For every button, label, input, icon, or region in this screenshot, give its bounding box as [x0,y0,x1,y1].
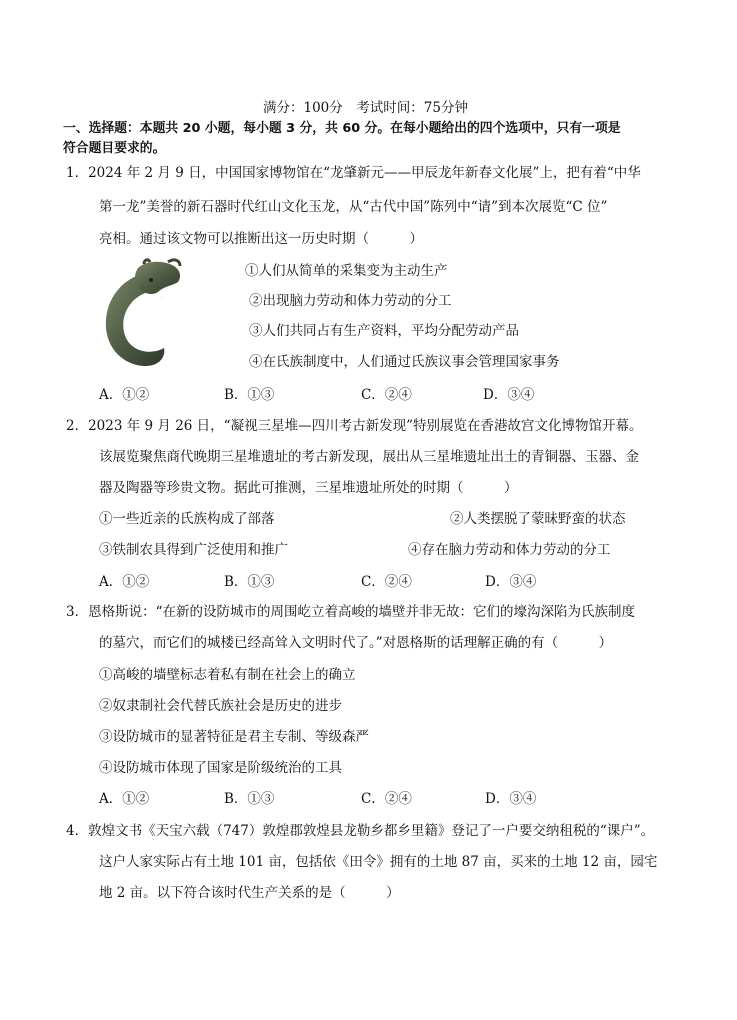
q2-statement-4: ④存在脑力劳动和体力劳动的分工 [408,542,611,558]
q2-stem-line3: 器及陶器等珍贵文物。据此可推测，三星堆遗址所处的时期（ ） [99,480,518,496]
q1-statement-4: ④在氏族制度中，人们通过氏族议事会管理国家事务 [249,354,560,370]
q2-statement-3: ③铁制农具得到广泛使用和推广 [99,542,288,558]
q2-statement-1: ①一些近亲的氏族构成了部落 [99,511,275,527]
q3-statement-2: ②奴隶制社会代替氏族社会是历史的进步 [99,698,342,714]
q3-option-c[interactable]: C．②④ [361,791,412,807]
q3-option-d[interactable]: D．③④ [485,791,537,807]
q1-statement-1: ①人们从简单的采集变为主动生产 [245,263,448,279]
q2-option-d[interactable]: D．③④ [485,574,537,590]
q2-option-b[interactable]: B．①③ [224,574,275,590]
q1-option-b[interactable]: B．①③ [224,387,275,403]
q1-statement-2: ②出现脑力劳动和体力劳动的分工 [249,293,452,309]
q1-option-a[interactable]: A．①② [99,387,150,403]
q1-stem-line3: 亮相。通过该文物可以推断出这一历史时期（ ） [99,231,423,247]
q1-statement-3: ③人们共同占有生产资料，平均分配劳动产品 [249,323,519,339]
q3-stem-line1: 3．恩格斯说：“在新的设防城市的周围屹立着高峻的墙壁并非无故：它们的壕沟深陷为氏族制度 [66,604,635,620]
q3-option-b[interactable]: B．①③ [224,791,275,807]
section-heading-cont: 符合题目要求的。 [63,141,166,156]
q3-statement-1: ①高峻的墙壁标志着私有制在社会上的确立 [99,667,356,683]
q2-option-c[interactable]: C．②④ [361,574,412,590]
q3-statement-4: ④设防城市体现了国家是阶级统治的工具 [99,760,342,776]
q2-stem-line1: 2．2023 年 9 月 26 日，“凝视三星堆—四川考古新发现”特别展览在香港故宫文化博物馆开幕。 [66,418,643,434]
q3-stem-line2: 的墓穴，而它们的城楼已经高耸入文明时代了。”对恩格斯的话理解正确的有（ ） [99,635,613,651]
q2-option-a[interactable]: A．①② [99,574,150,590]
q1-option-d[interactable]: D．③④ [483,387,535,403]
exam-info: 满分：100分 考试时间：75分钟 [263,100,468,116]
q4-stem-line1: 4．敦煌文书《天宝六载（747）敦煌郡敦煌县龙勒乡都乡里籍》登记了一户要交纳租税的“课户”。 [66,823,655,839]
q2-stem-line2: 该展览聚焦商代晚期三星堆遗址的考古新发现，展出从三星堆遗址出土的青铜器、玉器、金 [99,449,639,465]
q1-stem-line1: 1．2024 年 2 月 9 日，中国国家博物馆在“龙肇新元——甲辰龙年新春文化展”上，把有着“中华 [66,165,641,181]
q3-option-a[interactable]: A．①② [99,791,150,807]
q1-option-c[interactable]: C．②④ [361,387,412,403]
jade-dragon-image [94,258,186,370]
section-heading: 一、选择题：本题共 20 小题，每小题 3 分，共 60 分。在每小题给出的四个选项中，只有一项是 [63,121,621,136]
q1-stem-line2: 第一龙”美誉的新石器时代红山文化玉龙，从“古代中国”陈列中“请”到本次展览“C 位” [99,199,608,215]
q4-stem-line2: 这户人家实际占有土地 101 亩，包括依《田令》拥有的土地 87 亩，买来的土地 12 亩，园宅 [99,854,658,870]
q4-stem-line3: 地 2 亩。以下符合该时代生产关系的是（ ） [99,885,400,901]
q2-statement-2: ②人类摆脱了蒙昧野蛮的状态 [450,511,626,527]
q3-statement-3: ③设防城市的显著特征是君主专制、等级森严 [99,729,369,745]
